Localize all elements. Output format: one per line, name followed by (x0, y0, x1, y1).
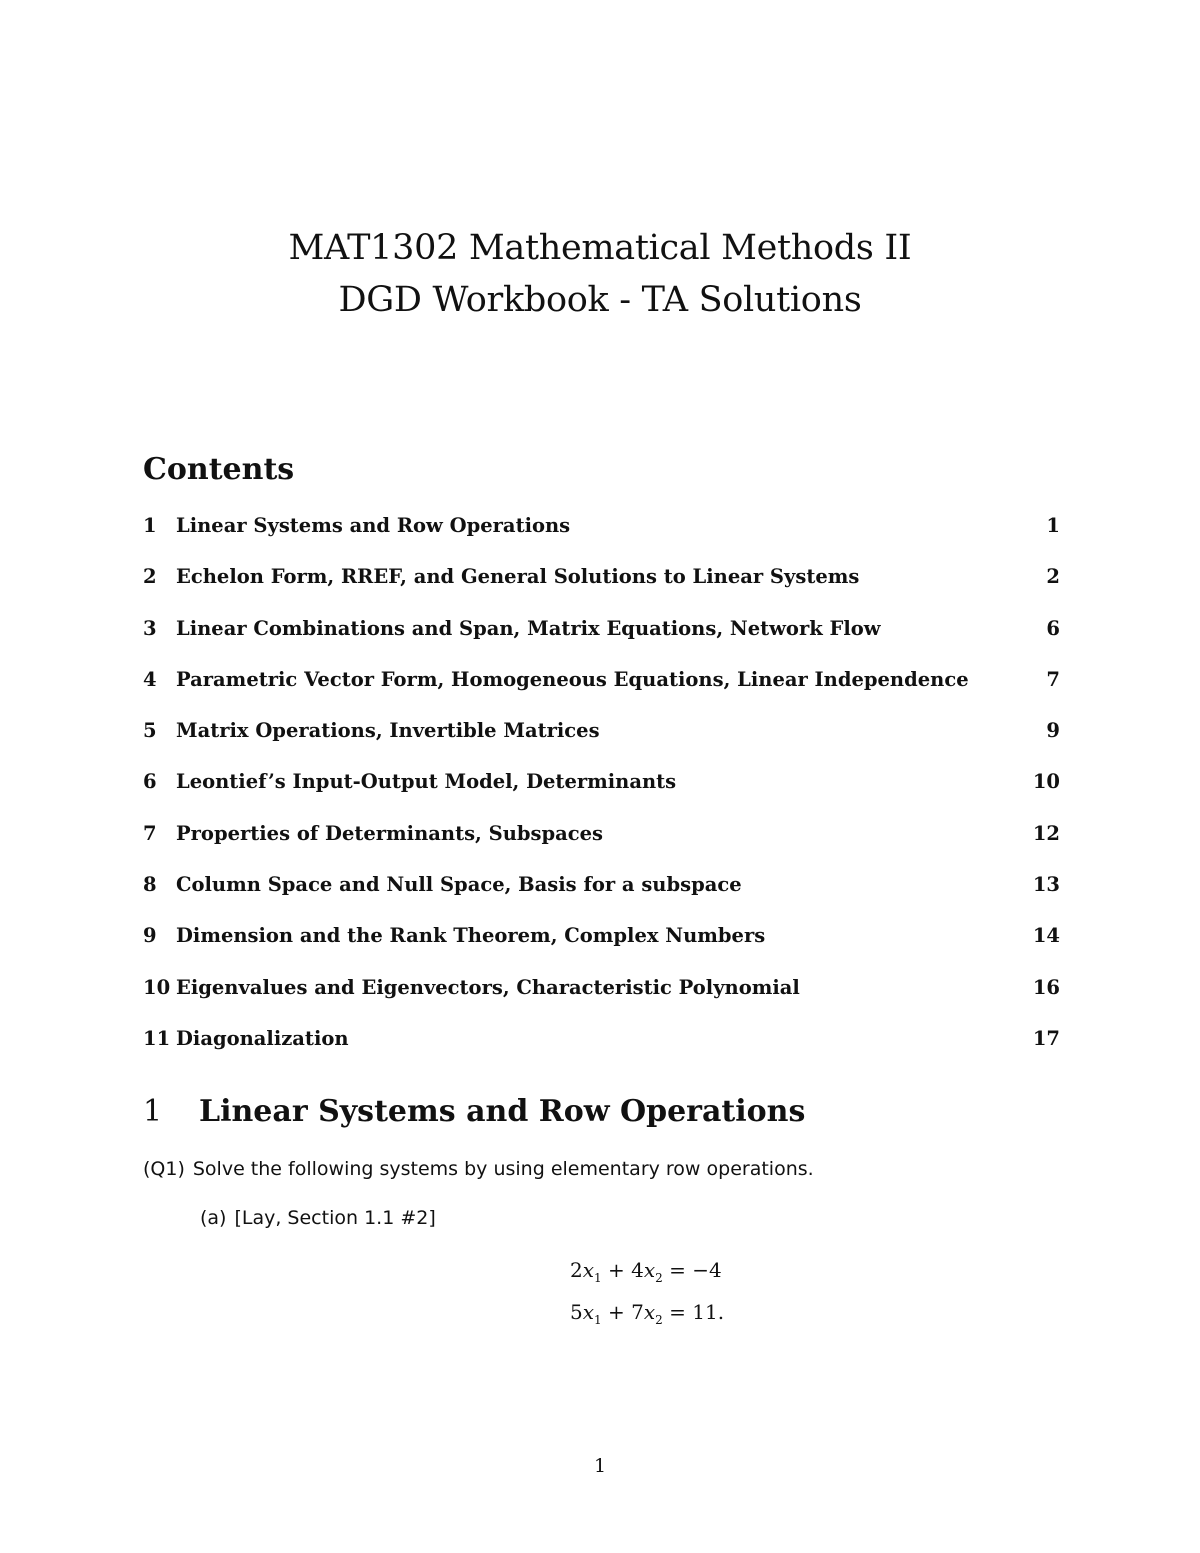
right-hand-side: 11. (692, 1300, 725, 1324)
toc-entry-page: 14 (1032, 924, 1060, 948)
toc-entry-number: 4 (143, 667, 157, 691)
question-text: Solve the following systems by using elementary row operations. (192, 1158, 814, 1180)
toc-entry-title: Parametric Vector Form, Homogeneous Equations, Linear Independence (176, 667, 969, 691)
toc-entry[interactable] (143, 1021, 1060, 1072)
toc-entry-title: Linear Combinations and Span, Matrix Equations, Network Flow (176, 616, 881, 640)
toc-entry[interactable] (143, 918, 1060, 969)
coefficient: 7 (631, 1300, 644, 1324)
right-hand-side: −4 (692, 1258, 722, 1282)
toc-entry-number: 5 (143, 719, 157, 743)
variable: x (582, 1258, 595, 1282)
toc-entry-page: 10 (1032, 770, 1060, 794)
part-text: [Lay, Section 1.1 #2] (234, 1207, 436, 1229)
toc-entry[interactable] (143, 559, 1060, 610)
contents-heading: Contents (143, 452, 295, 487)
toc-entry-title: Properties of Determinants, Subspaces (176, 821, 604, 845)
toc-entry-page: 16 (1032, 975, 1060, 999)
toc-entry[interactable] (143, 816, 1060, 867)
toc-entry-title: Leontief’s Input-Output Model, Determinants (176, 770, 677, 794)
toc-entry[interactable] (143, 662, 1060, 713)
coefficient: 4 (631, 1258, 644, 1282)
toc-entry-page: 6 (1046, 616, 1060, 640)
toc-entry[interactable] (143, 970, 1060, 1021)
toc-entry[interactable] (143, 867, 1060, 918)
toc-entry-number: 11 (143, 1026, 171, 1050)
toc-entry-title: Diagonalization (176, 1026, 349, 1050)
toc-entry[interactable] (143, 611, 1060, 662)
toc-entry-title: Column Space and Null Space, Basis for a subspace (176, 873, 742, 897)
question-label: (Q1) (143, 1158, 185, 1180)
document-subtitle: DGD Workbook - TA Solutions (338, 280, 862, 320)
toc-entry-page: 2 (1046, 565, 1060, 589)
part-label: (a) (200, 1207, 227, 1229)
toc-entry-title: Dimension and the Rank Theorem, Complex Numbers (176, 924, 766, 948)
toc-entry-number: 10 (143, 975, 171, 999)
section-heading (143, 1090, 805, 1134)
question-q1 (143, 1154, 814, 1184)
document-title: MAT1302 Mathematical Methods II (288, 228, 912, 268)
section-title: Linear Systems and Row Operations (199, 1094, 806, 1129)
equation-system (540, 1253, 800, 1337)
page-number: 1 (593, 1455, 607, 1477)
operator: + (608, 1300, 625, 1324)
toc-entry-number: 8 (143, 873, 157, 897)
toc-entry-page: 1 (1046, 514, 1060, 537)
toc-entry-number: 6 (143, 770, 157, 794)
coefficient: 5 (570, 1300, 583, 1324)
toc-entry-page: 13 (1032, 873, 1060, 897)
coefficient: 2 (570, 1258, 583, 1282)
section-number: 1 (143, 1094, 163, 1129)
operator: + (608, 1258, 625, 1282)
toc-entry-number: 9 (143, 924, 157, 948)
toc-entry-title: Echelon Form, RREF, and General Solutions to Linear Systems (176, 565, 860, 589)
toc-entry[interactable] (143, 764, 1060, 815)
equation-line (540, 1253, 800, 1295)
toc-entry-title: Linear Systems and Row Operations (176, 514, 571, 537)
toc-entry-number: 2 (143, 565, 157, 589)
variable: x (643, 1300, 656, 1324)
subscript: 1 (594, 1271, 602, 1285)
variable: x (643, 1258, 656, 1282)
toc-entry-page: 7 (1046, 667, 1060, 691)
title-block (0, 222, 1200, 326)
variable: x (582, 1300, 595, 1324)
equals-sign: = (669, 1258, 686, 1282)
subscript: 2 (655, 1271, 663, 1285)
question-part-a (200, 1203, 436, 1233)
toc-entry-page: 17 (1032, 1026, 1060, 1050)
toc-entry-number: 3 (143, 616, 157, 640)
toc-entry-number: 7 (143, 821, 157, 845)
toc-entry-title: Eigenvalues and Eigenvectors, Characteristic Polynomial (176, 975, 800, 999)
subscript: 1 (594, 1313, 602, 1327)
table-of-contents (143, 508, 1060, 1072)
toc-entry-page: 9 (1046, 719, 1060, 743)
toc-entry[interactable] (143, 508, 1060, 559)
equation-line (540, 1295, 800, 1337)
toc-entry-page: 12 (1032, 821, 1060, 845)
equals-sign: = (669, 1300, 686, 1324)
toc-entry-title: Matrix Operations, Invertible Matrices (176, 719, 600, 743)
toc-entry-number: 1 (143, 514, 157, 537)
subscript: 2 (655, 1313, 663, 1327)
toc-entry[interactable] (143, 713, 1060, 764)
